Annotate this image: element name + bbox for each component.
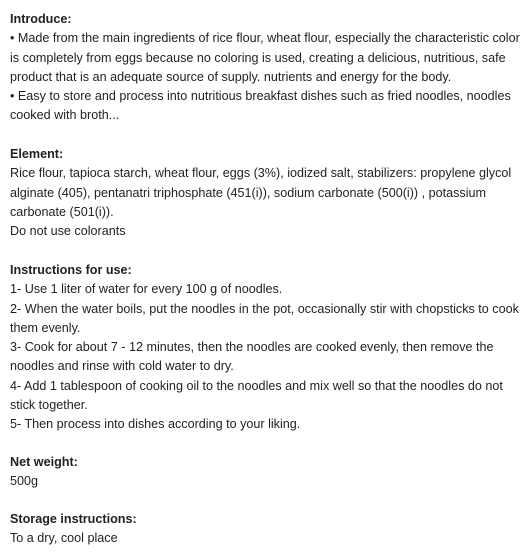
instruction-step: 1- Use 1 liter of water for every 100 g of noodles.: [10, 282, 283, 297]
introduce-paragraph: • Easy to store and process into nutritious breakfast dishes such as fried noodles, noodles cooked with broth...: [10, 89, 511, 123]
introduce-paragraph: • Made from the main ingredients of rice flour, wheat flour, especially the characteristic color is completely from eggs because no coloring is used, creating a delicious, nutritious, safe product that is an adequate source of supply. nutrients and energy for the body.: [10, 31, 520, 84]
introduce-heading: Introduce:: [10, 12, 72, 26]
net-weight-section: [10, 453, 520, 492]
introduce-section: [10, 10, 520, 126]
storage-heading: Storage instructions:: [10, 512, 137, 526]
colorant-note: Do not use colorants: [10, 224, 126, 239]
instruction-step: 2- When the water boils, put the noodles in the pot, occasionally stir with chopsticks to cook them evenly.: [10, 301, 519, 335]
instructions-section: [10, 261, 520, 435]
storage-value: To a dry, cool place: [10, 531, 118, 546]
instructions-heading: Instructions for use:: [10, 263, 132, 277]
net-weight-value: 500g: [10, 474, 39, 489]
instruction-step: 3- Cook for about 7 - 12 minutes, then the noodles are cooked evenly, then remove the noodles and rinse with cold water to dry.: [10, 340, 494, 374]
storage-section: [10, 510, 520, 549]
element-heading: Element:: [10, 147, 64, 161]
instruction-step: 4- Add 1 tablespoon of cooking oil to the noodles and mix well so that the noodles do not stick together.: [10, 378, 503, 413]
net-weight-heading: Net weight:: [10, 455, 78, 469]
instruction-step: 5- Then process into dishes according to your liking.: [10, 417, 301, 432]
element-section: [10, 145, 520, 241]
ingredients-text: Rice flour, tapioca starch, wheat flour, eggs (3%), iodized salt, stabilizers: propylene glycol alginate (405), pentanatri triphosphate (451(i)), sodium carbonate (500(i)) , potassium carbonate (501(i)).: [10, 166, 512, 219]
